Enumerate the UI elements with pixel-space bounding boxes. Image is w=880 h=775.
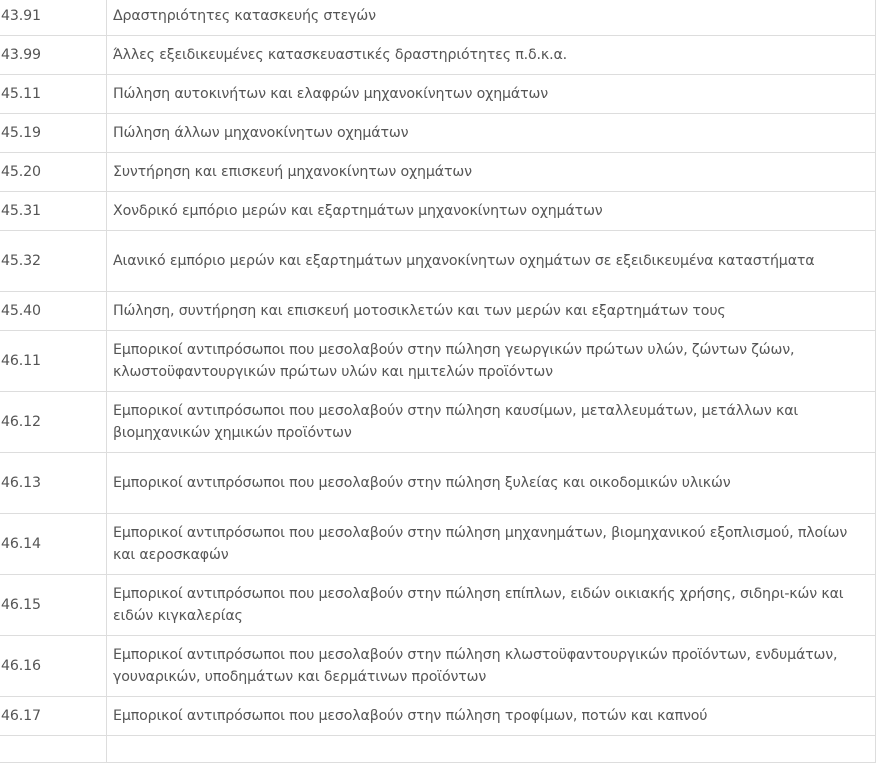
activity-code: 43.91	[0, 0, 107, 36]
table-row	[0, 392, 876, 453]
activity-code: 46.14	[0, 514, 107, 575]
table-row	[0, 697, 876, 736]
activity-code: 45.19	[0, 114, 107, 153]
activity-description: Άλλες εξειδικευμένες κατασκευαστικές δραστηριότητες π.δ.κ.α.	[107, 36, 876, 75]
activity-code: 46.17	[0, 697, 107, 736]
activity-code-empty	[0, 736, 107, 763]
activity-description: Εμπορικοί αντιπρόσωποι που μεσολαβούν στην πώληση ξυλείας και οικοδομικών υλικών	[107, 453, 876, 514]
activity-code: 46.16	[0, 636, 107, 697]
table-row-partial	[0, 736, 876, 763]
activity-code: 46.11	[0, 331, 107, 392]
activity-description: Εμπορικοί αντιπρόσωποι που μεσολαβούν στην πώληση επίπλων, ειδών οικιακής χρήσης, σιδηρι-κών και ειδών κιγκαλερίας	[107, 575, 876, 636]
table-row	[0, 331, 876, 392]
activity-code: 45.32	[0, 231, 107, 292]
table-row	[0, 292, 876, 331]
table-row	[0, 636, 876, 697]
activity-description: Συντήρηση και επισκευή μηχανοκίνητων οχημάτων	[107, 153, 876, 192]
activity-description: Χονδρικό εμπόριο μερών και εξαρτημάτων μηχανοκίνητων οχημάτων	[107, 192, 876, 231]
table-row	[0, 514, 876, 575]
activity-code: 45.20	[0, 153, 107, 192]
activity-description: Εμπορικοί αντιπρόσωποι που μεσολαβούν στην πώληση καυσίμων, μεταλλευμάτων, μετάλλων και βιομηχανικών χημικών προϊόντων	[107, 392, 876, 453]
activity-description-empty	[107, 736, 876, 763]
activity-description: Δραστηριότητες κατασκευής στεγών	[107, 0, 876, 36]
activity-code: 45.40	[0, 292, 107, 331]
activity-description: Αιανικό εμπόριο μερών και εξαρτημάτων μηχανοκίνητων οχημάτων σε εξειδικευμένα καταστήματα	[107, 231, 876, 292]
activity-code: 45.31	[0, 192, 107, 231]
activity-description: Εμπορικοί αντιπρόσωποι που μεσολαβούν στην πώληση μηχανημάτων, βιομηχανικού εξοπλισμού, πλοίων και αεροσκαφών	[107, 514, 876, 575]
table-row	[0, 114, 876, 153]
activity-code: 43.99	[0, 36, 107, 75]
table-row	[0, 75, 876, 114]
table-row	[0, 192, 876, 231]
table-row	[0, 453, 876, 514]
table-row	[0, 36, 876, 75]
table-row	[0, 575, 876, 636]
activity-code: 46.15	[0, 575, 107, 636]
table-row	[0, 0, 876, 36]
activity-code: 45.11	[0, 75, 107, 114]
activity-code: 46.12	[0, 392, 107, 453]
table-row	[0, 231, 876, 292]
table-row	[0, 153, 876, 192]
activity-description: Πώληση άλλων μηχανοκίνητων οχημάτων	[107, 114, 876, 153]
activity-description: Πώληση αυτοκινήτων και ελαφρών μηχανοκίνητων οχημάτων	[107, 75, 876, 114]
activity-code: 46.13	[0, 453, 107, 514]
activity-description: Πώληση, συντήρηση και επισκευή μοτοσικλετών και των μερών και εξαρτημάτων τους	[107, 292, 876, 331]
activity-description: Εμπορικοί αντιπρόσωποι που μεσολαβούν στην πώληση κλωστοϋφαντουργικών προϊόντων, ενδυμάτων, γουναρικών, υποδημάτων και δερμάτινων προϊόντων	[107, 636, 876, 697]
activity-description: Εμπορικοί αντιπρόσωποι που μεσολαβούν στην πώληση τροφίμων, ποτών και καπνού	[107, 697, 876, 736]
activity-description: Εμπορικοί αντιπρόσωποι που μεσολαβούν στην πώληση γεωργικών πρώτων υλών, ζώντων ζώων, κλωστοϋφαντουργικών πρώτων υλών και ημιτελών προϊόντων	[107, 331, 876, 392]
